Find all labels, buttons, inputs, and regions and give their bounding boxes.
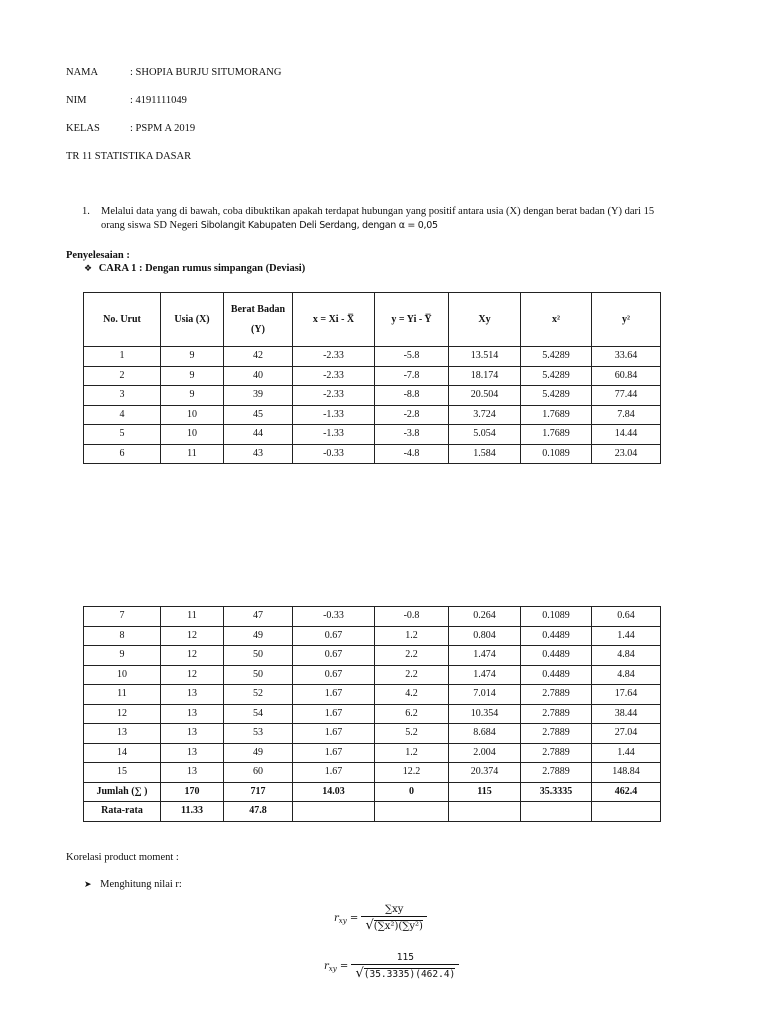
mean-label: Rata-rata bbox=[84, 802, 161, 822]
cell-x-dev: -2.33 bbox=[293, 366, 375, 386]
table-row bbox=[84, 626, 661, 646]
solution-heading: Penyelesaian : bbox=[66, 250, 130, 261]
cell-usia: 10 bbox=[161, 405, 224, 425]
cell-y-dev: -0.8 bbox=[375, 607, 449, 627]
formula1-equals: = bbox=[349, 913, 359, 924]
total-label: Jumlah (∑ ) bbox=[84, 782, 161, 802]
header-berat-badan-line-2: (Y) bbox=[251, 323, 265, 335]
mean-x-squared bbox=[521, 802, 592, 822]
cell-usia: 11 bbox=[161, 444, 224, 464]
table-header-row bbox=[84, 293, 661, 347]
cell-xy: 1.474 bbox=[449, 665, 521, 685]
cell-x-squared: 5.4289 bbox=[521, 366, 592, 386]
mean-usia: 11.33 bbox=[161, 802, 224, 822]
cell-y-dev: -2.8 bbox=[375, 405, 449, 425]
cell-no-urut: 6 bbox=[84, 444, 161, 464]
cell-no-urut: 9 bbox=[84, 646, 161, 666]
cell-xy: 0.804 bbox=[449, 626, 521, 646]
total-x: 14.03 bbox=[293, 782, 375, 802]
cell-no-urut: 12 bbox=[84, 704, 161, 724]
cell-x-squared: 0.4489 bbox=[521, 665, 592, 685]
cell-no-urut: 1 bbox=[84, 347, 161, 367]
cell-usia: 13 bbox=[161, 743, 224, 763]
cell-x-squared: 2.7889 bbox=[521, 685, 592, 705]
cell-y-squared: 4.84 bbox=[592, 646, 661, 666]
cell-berat-badan: 52 bbox=[224, 685, 293, 705]
cell-y-squared: 38.44 bbox=[592, 704, 661, 724]
formula-general bbox=[334, 904, 427, 933]
cell-y-squared: 1.44 bbox=[592, 626, 661, 646]
sqrt-icon: √ bbox=[365, 918, 374, 933]
cell-berat-badan: 45 bbox=[224, 405, 293, 425]
table-row bbox=[84, 724, 661, 744]
formula2-lhs-sub: xy bbox=[328, 965, 337, 973]
method-title: CARA 1 : Dengan rumus simpangan (Deviasi) bbox=[98, 263, 306, 274]
cell-x-squared: 0.1089 bbox=[521, 444, 592, 464]
cell-usia: 12 bbox=[161, 665, 224, 685]
cell-usia: 9 bbox=[161, 347, 224, 367]
cell-no-urut: 4 bbox=[84, 405, 161, 425]
cell-berat-badan: 39 bbox=[224, 386, 293, 406]
cell-x-dev: -0.33 bbox=[293, 444, 375, 464]
cell-xy: 18.174 bbox=[449, 366, 521, 386]
cell-x-squared: 1.7689 bbox=[521, 405, 592, 425]
cell-no-urut: 7 bbox=[84, 607, 161, 627]
mean-row bbox=[84, 802, 661, 822]
cell-xy: 3.724 bbox=[449, 405, 521, 425]
cell-y-dev: 5.2 bbox=[375, 724, 449, 744]
cell-xy: 8.684 bbox=[449, 724, 521, 744]
mean-y bbox=[375, 802, 449, 822]
cell-usia: 9 bbox=[161, 386, 224, 406]
cell-no-urut: 2 bbox=[84, 366, 161, 386]
cell-y-squared: 148.84 bbox=[592, 763, 661, 783]
cell-x-squared: 5.4289 bbox=[521, 386, 592, 406]
formula2-fraction bbox=[351, 952, 459, 981]
question-line-1: Melalui data yang di bawah, coba dibuktikan apakah terdapat hubungan yang positif antara usia (X) dengan berat badan (Y) dari 15 bbox=[101, 206, 655, 217]
cell-x-dev: -1.33 bbox=[293, 425, 375, 445]
formula2-lhs: r bbox=[324, 961, 329, 972]
table-row bbox=[84, 743, 661, 763]
data-table-part-1 bbox=[83, 292, 661, 464]
cell-berat-badan: 44 bbox=[224, 425, 293, 445]
question-number: 1. bbox=[82, 206, 90, 217]
formula1-fraction bbox=[361, 904, 427, 933]
table-row bbox=[84, 646, 661, 666]
table-row bbox=[84, 665, 661, 685]
header-y-deviation: y = Yi - Y̅ bbox=[375, 293, 449, 347]
formula1-lhs-sub: xy bbox=[338, 917, 347, 925]
cell-usia: 9 bbox=[161, 366, 224, 386]
question-line-2 bbox=[101, 220, 438, 231]
cell-no-urut: 14 bbox=[84, 743, 161, 763]
kelas-label: KELAS bbox=[66, 123, 100, 134]
cell-usia: 10 bbox=[161, 425, 224, 445]
cell-y-dev: -8.8 bbox=[375, 386, 449, 406]
cell-y-squared: 4.84 bbox=[592, 665, 661, 685]
cell-no-urut: 5 bbox=[84, 425, 161, 445]
cell-x-squared: 2.7889 bbox=[521, 704, 592, 724]
cell-y-dev: -4.8 bbox=[375, 444, 449, 464]
step-text: Menghitung nilai r: bbox=[100, 879, 182, 890]
cell-y-dev: 1.2 bbox=[375, 743, 449, 763]
cell-usia: 13 bbox=[161, 704, 224, 724]
cell-x-dev: -2.33 bbox=[293, 347, 375, 367]
formula-substituted bbox=[324, 952, 459, 981]
cell-no-urut: 3 bbox=[84, 386, 161, 406]
cell-x-dev: 1.67 bbox=[293, 763, 375, 783]
cell-berat-badan: 49 bbox=[224, 743, 293, 763]
document-title: TR 11 STATISTIKA DASAR bbox=[66, 151, 192, 162]
table-row bbox=[84, 386, 661, 406]
cell-xy: 1.584 bbox=[449, 444, 521, 464]
cell-berat-badan: 40 bbox=[224, 366, 293, 386]
cell-x-dev: -0.33 bbox=[293, 607, 375, 627]
cell-usia: 12 bbox=[161, 626, 224, 646]
table-row bbox=[84, 685, 661, 705]
cell-x-squared: 0.1089 bbox=[521, 607, 592, 627]
cell-x-dev: 0.67 bbox=[293, 665, 375, 685]
formula1-lhs: r bbox=[334, 913, 339, 924]
cell-y-squared: 17.64 bbox=[592, 685, 661, 705]
cell-no-urut: 10 bbox=[84, 665, 161, 685]
cell-usia: 13 bbox=[161, 763, 224, 783]
cell-berat-badan: 43 bbox=[224, 444, 293, 464]
header-xy: Xy bbox=[449, 293, 521, 347]
mean-y-squared bbox=[592, 802, 661, 822]
kelas-value: : PSPM A 2019 bbox=[130, 123, 196, 134]
cell-y-squared: 33.64 bbox=[592, 347, 661, 367]
cell-xy: 20.504 bbox=[449, 386, 521, 406]
cell-y-dev: 1.2 bbox=[375, 626, 449, 646]
cell-y-squared: 27.04 bbox=[592, 724, 661, 744]
table-row bbox=[84, 704, 661, 724]
mean-berat: 47.8 bbox=[224, 802, 293, 822]
cell-no-urut: 11 bbox=[84, 685, 161, 705]
cell-y-dev: 4.2 bbox=[375, 685, 449, 705]
table-row bbox=[84, 444, 661, 464]
cell-x-dev: -2.33 bbox=[293, 386, 375, 406]
header-berat-badan bbox=[224, 293, 293, 347]
cell-berat-badan: 47 bbox=[224, 607, 293, 627]
nama-label: NAMA bbox=[66, 67, 99, 78]
total-y: 0 bbox=[375, 782, 449, 802]
cell-y-squared: 23.04 bbox=[592, 444, 661, 464]
arrow-bullet-icon: ➤ bbox=[84, 880, 92, 890]
cell-xy: 1.474 bbox=[449, 646, 521, 666]
cell-y-dev: 2.2 bbox=[375, 665, 449, 685]
formula1-numerator: ∑xy bbox=[361, 904, 427, 917]
total-xy: 115 bbox=[449, 782, 521, 802]
cell-x-dev: 0.67 bbox=[293, 626, 375, 646]
nama-value: : SHOPIA BURJU SITUMORANG bbox=[130, 67, 282, 78]
method-line bbox=[84, 263, 305, 274]
diamond-bullet-icon: ❖ bbox=[84, 264, 93, 274]
table-row bbox=[84, 607, 661, 627]
mean-x bbox=[293, 802, 375, 822]
formula2-numerator: 115 bbox=[351, 952, 459, 965]
cell-y-dev: 2.2 bbox=[375, 646, 449, 666]
cell-berat-badan: 49 bbox=[224, 626, 293, 646]
header-no-urut: No. Urut bbox=[84, 293, 161, 347]
cell-x-squared: 0.4489 bbox=[521, 646, 592, 666]
cell-xy: 2.004 bbox=[449, 743, 521, 763]
total-y-squared: 462.4 bbox=[592, 782, 661, 802]
table-row bbox=[84, 763, 661, 783]
header-x-squared: x² bbox=[521, 293, 592, 347]
formula2-denominator: (35.3335)(462.4) bbox=[363, 969, 456, 980]
header-berat-badan-line-1: Berat Badan bbox=[230, 303, 286, 315]
question-line-2-a: orang siswa SD Negeri bbox=[101, 220, 201, 231]
question-line-2-b: Sibolangit Kabupaten Deli Serdang, dengan α = 0,05 bbox=[200, 220, 438, 231]
cell-y-squared: 77.44 bbox=[592, 386, 661, 406]
data-table-part-2 bbox=[83, 606, 661, 822]
cell-x-dev: 1.67 bbox=[293, 743, 375, 763]
cell-y-dev: -7.8 bbox=[375, 366, 449, 386]
cell-no-urut: 15 bbox=[84, 763, 161, 783]
total-row bbox=[84, 782, 661, 802]
cell-y-squared: 0.64 bbox=[592, 607, 661, 627]
cell-x-squared: 2.7889 bbox=[521, 724, 592, 744]
table-row bbox=[84, 425, 661, 445]
cell-xy: 5.054 bbox=[449, 425, 521, 445]
correlation-heading: Korelasi product moment : bbox=[66, 852, 179, 863]
cell-x-dev: 0.67 bbox=[293, 646, 375, 666]
cell-x-squared: 5.4289 bbox=[521, 347, 592, 367]
cell-berat-badan: 50 bbox=[224, 646, 293, 666]
formula1-denominator-wrap bbox=[361, 917, 427, 933]
cell-x-dev: 1.67 bbox=[293, 724, 375, 744]
header-x-deviation: x = Xi - X̅ bbox=[293, 293, 375, 347]
cell-berat-badan: 60 bbox=[224, 763, 293, 783]
cell-berat-badan: 53 bbox=[224, 724, 293, 744]
cell-usia: 11 bbox=[161, 607, 224, 627]
step-line bbox=[84, 879, 182, 890]
total-x-squared: 35.3335 bbox=[521, 782, 592, 802]
cell-x-squared: 2.7889 bbox=[521, 743, 592, 763]
header-y-squared: y² bbox=[592, 293, 661, 347]
cell-berat-badan: 54 bbox=[224, 704, 293, 724]
nim-value: : 4191111049 bbox=[130, 95, 187, 106]
formula1-denominator: (∑x²)(∑y²) bbox=[373, 921, 423, 932]
cell-xy: 20.374 bbox=[449, 763, 521, 783]
cell-x-squared: 2.7889 bbox=[521, 763, 592, 783]
cell-y-dev: -3.8 bbox=[375, 425, 449, 445]
cell-y-squared: 7.84 bbox=[592, 405, 661, 425]
cell-y-squared: 60.84 bbox=[592, 366, 661, 386]
cell-berat-badan: 50 bbox=[224, 665, 293, 685]
cell-x-dev: 1.67 bbox=[293, 704, 375, 724]
table-row bbox=[84, 347, 661, 367]
cell-x-dev: 1.67 bbox=[293, 685, 375, 705]
total-berat: 717 bbox=[224, 782, 293, 802]
sqrt-icon: √ bbox=[355, 966, 364, 981]
cell-xy: 10.354 bbox=[449, 704, 521, 724]
cell-y-dev: 6.2 bbox=[375, 704, 449, 724]
cell-no-urut: 13 bbox=[84, 724, 161, 744]
cell-xy: 7.014 bbox=[449, 685, 521, 705]
cell-x-dev: -1.33 bbox=[293, 405, 375, 425]
mean-xy bbox=[449, 802, 521, 822]
nim-label: NIM bbox=[66, 95, 87, 106]
cell-x-squared: 1.7689 bbox=[521, 425, 592, 445]
cell-x-squared: 0.4489 bbox=[521, 626, 592, 646]
cell-y-squared: 14.44 bbox=[592, 425, 661, 445]
table-row bbox=[84, 405, 661, 425]
table-row bbox=[84, 366, 661, 386]
cell-no-urut: 8 bbox=[84, 626, 161, 646]
total-usia: 170 bbox=[161, 782, 224, 802]
cell-usia: 13 bbox=[161, 724, 224, 744]
cell-y-dev: -5.8 bbox=[375, 347, 449, 367]
cell-usia: 13 bbox=[161, 685, 224, 705]
cell-xy: 13.514 bbox=[449, 347, 521, 367]
cell-berat-badan: 42 bbox=[224, 347, 293, 367]
cell-y-squared: 1.44 bbox=[592, 743, 661, 763]
cell-y-dev: 12.2 bbox=[375, 763, 449, 783]
cell-xy: 0.264 bbox=[449, 607, 521, 627]
formula2-equals: = bbox=[339, 961, 349, 972]
formula2-denominator-wrap bbox=[351, 965, 459, 981]
cell-usia: 12 bbox=[161, 646, 224, 666]
header-usia: Usia (X) bbox=[161, 293, 224, 347]
